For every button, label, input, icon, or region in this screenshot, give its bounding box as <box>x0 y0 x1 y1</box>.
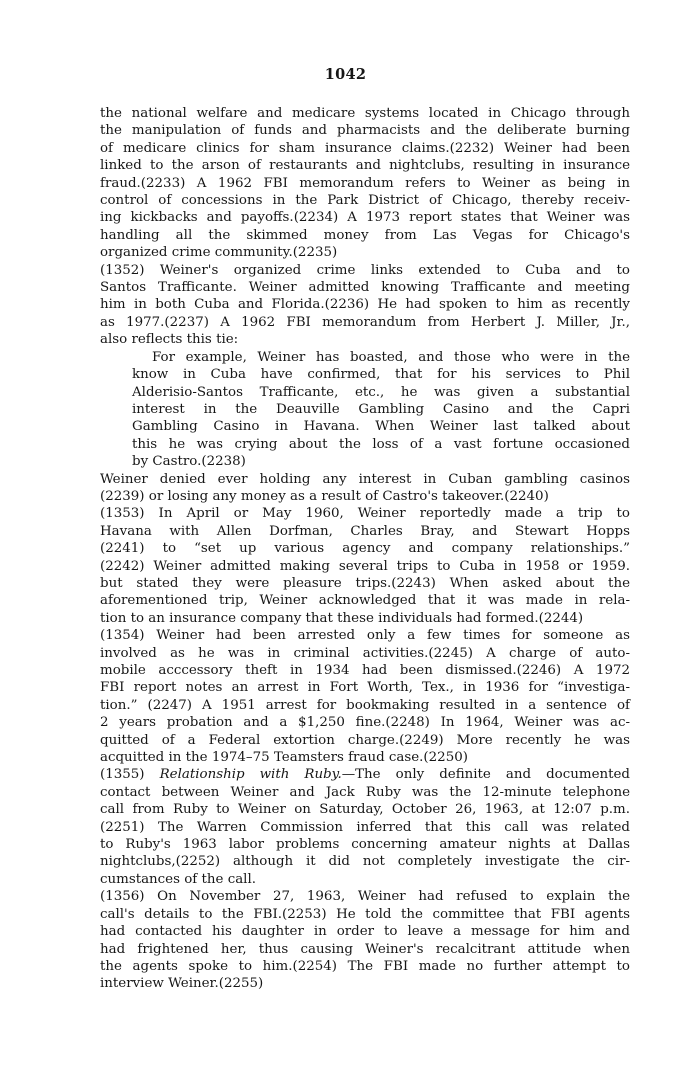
text-line: call's details to the FBI.(2253) He told the committee that FBI agents <box>100 906 630 922</box>
text-line: linked to the arson of restaurants and nightclubs, resulting in insurance <box>100 158 630 174</box>
text-line: acquitted in the 1974–75 Teamsters fraud case.(2250) <box>100 750 468 766</box>
page-number: 1042 <box>324 66 367 83</box>
text-line: call from Ruby to Weiner on Saturday, October 26, 1963, at 12:07 p.m. <box>100 802 630 818</box>
paragraph-1356 <box>100 888 630 992</box>
text-line: the agents spoke to him.(2254) The FBI made no further attempt to <box>100 958 630 974</box>
text-line: him in both Cuba and Florida.(2236) He had spoken to him as recently <box>100 297 630 313</box>
paragraph-continued <box>100 105 630 262</box>
text-line: mobile acccessory theft in 1934 had been dismissed.(2246) A 1972 <box>100 663 630 678</box>
text-line: interest in the Deauville Gambling Casino and the Capri <box>132 401 630 417</box>
text-line: Alderisio-Santos Trafficante, etc., he was given a substantial <box>132 384 630 400</box>
text-line: nightclubs,(2252) although it did not completely investigate the cir- <box>100 854 630 870</box>
text-line: cumstances of the call. <box>100 871 256 887</box>
text-line: (1354) Weiner had been arrested only a few times for someone as <box>100 628 630 644</box>
text-line: quitted of a Federal extortion charge.(2249) More recently he was <box>100 732 630 748</box>
paragraph-after-quote <box>100 471 630 506</box>
text-line: (1353) In April or May 1960, Weiner reportedly made a trip to <box>100 506 630 522</box>
text-line: know in Cuba have confirmed, that for his services to Phil <box>132 367 630 383</box>
text-line: (1355) Relationship with Ruby.—The only definite and documented <box>100 767 630 783</box>
text-line: also reflects this tie: <box>100 332 239 348</box>
text-line: (2241) to “set up various agency and company relationships.” <box>100 541 630 557</box>
text-line: tion.” (2247) A 1951 arrest for bookmaking resulted in a sentence of <box>100 697 630 713</box>
section-heading: Relationship with Ruby. <box>159 767 342 783</box>
text-line: (2242) Weiner admitted making several trips to Cuba in 1958 or 1959. <box>100 558 630 574</box>
text-line: involved as he was in criminal activities.(2245) A charge of auto- <box>100 645 630 661</box>
text-line: (2239) or losing any money as a result of Castro's takeover.(2240) <box>100 488 549 504</box>
text-line: Weiner denied ever holding any interest in Cuban gambling casinos <box>100 471 630 487</box>
text-line: organized crime community.(2235) <box>100 245 338 261</box>
paragraph-1352 <box>100 262 630 349</box>
text-line: handling all the skimmed money from Las Vegas for Chicago's <box>100 227 630 243</box>
text-line: contact between Weiner and Jack Ruby was the 12-minute telephone <box>100 784 630 800</box>
text-line: tion to an insurance company that these individuals had formed.(2244) <box>100 610 584 626</box>
text-line: this he was crying about the loss of a vast fortune occasioned <box>132 436 630 452</box>
text-line: to Ruby's 1963 labor problems concerning amateur nights at Dallas <box>100 837 630 853</box>
body-text <box>100 105 630 993</box>
text-line: (1352) Weiner's organized crime links extended to Cuba and to <box>100 262 630 278</box>
text-line: Santos Trafficante. Weiner admitted knowing Trafficante and meeting <box>100 280 630 296</box>
text-line: interview Weiner.(2255) <box>100 976 264 992</box>
text-line: as 1977.(2237) A 1962 FBI memorandum from Herbert J. Miller, Jr., <box>100 314 630 330</box>
text-line: (2251) The Warren Commission inferred that this call was related <box>100 819 630 835</box>
text-line: FBI report notes an arrest in Fort Worth, Tex., in 1936 for “investiga- <box>100 680 630 696</box>
text-line: the national welfare and medicare systems located in Chicago through <box>100 106 630 121</box>
text-line: the manipulation of funds and pharmacists and the deliberate burning <box>100 123 630 139</box>
text-line: had contacted his daughter in order to leave a message for him and <box>100 924 630 940</box>
text-line: of medicare clinics for sham insurance claims.(2232) Weiner had been <box>100 140 630 156</box>
text-line: (1356) On November 27, 1963, Weiner had refused to explain the <box>100 889 630 905</box>
block-quote <box>132 349 630 471</box>
text-line: Havana with Allen Dorfman, Charles Bray, and Stewart Hopps <box>100 523 630 539</box>
text-line: 2 years probation and a $1,250 fine.(2248) In 1964, Weiner was ac- <box>100 715 630 731</box>
text-line: control of concessions in the Park District of Chicago, thereby receiv- <box>100 193 630 209</box>
text-line: ing kickbacks and payoffs.(2234) A 1973 report states that Weiner was <box>100 210 630 226</box>
text-line: had frightened her, thus causing Weiner's recalcitrant attitude when <box>100 941 630 957</box>
text-line: fraud.(2233) A 1962 FBI memorandum refers to Weiner as being in <box>100 175 630 191</box>
text-line: by Castro.(2238) <box>132 454 246 470</box>
text-line: Gambling Casino in Havana. When Weiner last talked about <box>132 419 630 435</box>
text-line: aforementioned trip, Weiner acknowledged that it was made in rela- <box>100 593 630 609</box>
paragraph-1355 <box>100 766 630 888</box>
text-line: For example, Weiner has boasted, and those who were in the <box>152 349 630 365</box>
paragraph-1354 <box>100 627 630 766</box>
text-line: but stated they were pleasure trips.(2243) When asked about the <box>100 575 630 591</box>
paragraph-1353 <box>100 505 630 627</box>
